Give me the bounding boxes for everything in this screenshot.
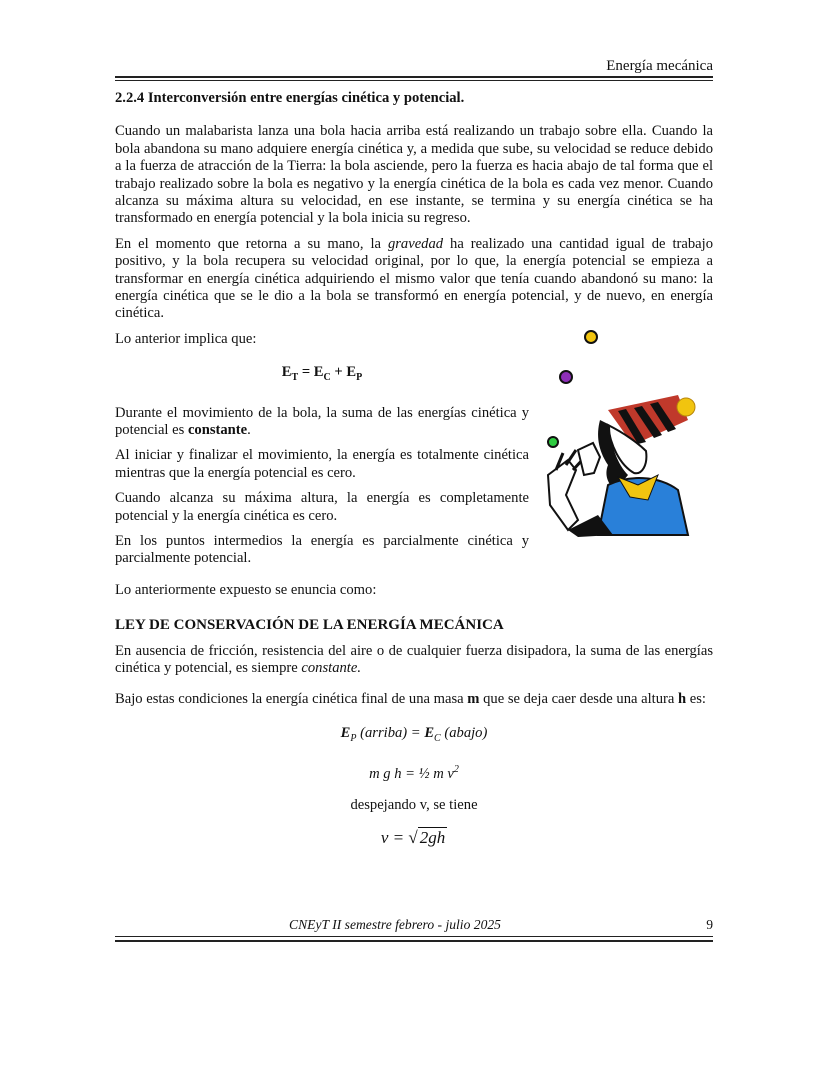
paragraph-4: Durante el movimiento de la bola, la suma de las energías cinética y potencial es constante. [115,404,529,438]
footer-rule-thick [115,940,713,942]
hat-pompom [677,398,695,416]
formula-energy-equality: $E_P$ (arriba) = $E_C$ (abajo) [340,724,488,744]
jester-left-hand [548,460,578,530]
paragraph-8: Lo anteriormente expuesto se enuncia como: [115,581,377,598]
paragraph-6: Cuando alcanza su máxima altura, la energía es completamente potencial y la energía cinética es cero. [115,490,529,524]
header-rule-thick [115,76,713,78]
yellow-ball [585,331,597,343]
law-title: LEY DE CONSERVACIÓN DE LA ENERGÍA MECÁNICA [115,617,504,634]
section-heading: 2.2.4 Interconversión entre energías cinética y potencial. [115,90,465,106]
paragraph-2: En el momento que retorna a su mano, la gravedad ha realizado una cantidad igual de trabajo positivo, y la bola recupera su velocidad original, por lo que, la energía potencial se empieza a transformar en energía cinética adquiriendo el mismo valor que tenía cuando abandonó su mano: la energía cinética que se le dio a la bola se transformó en energía potencial, y de nuevo, en energía cinética. [115,235,714,322]
juggler-illustration [538,325,703,540]
paragraph-1: Cuando un malabarista lanza una bola hacia arriba está realizando un trabajo sobre ella. Cuando la bola abandona su mano adquiere energía cinética y, a medida que sube, su velocidad se reduce debido a la fuerza de atracción de la Tierra: la bola asciende, pero la fuerza es hacia abajo de tal forma que el trabajo realizado sobre la bola es negativo y la energía cinética de la bola es cada vez menor. Cuando alcanza su máxima altura su velocidad, en ese instante, se termina y su energía cinética se ha transformado en energía potencial y la bola inicia su regreso. [115,123,713,227]
green-ball [548,437,558,447]
paragraph-9: En ausencia de fricción, resistencia del aire o de cualquier fuerza disipadora, la suma de las energías cinética y potencial, es siempre constante. [115,642,713,677]
formula-text: despejando v, se tiene [350,797,478,814]
energy-equation: $E_T = E_C + E_P$ [281,364,363,384]
formula-velocity: v = √ 2gh [380,827,446,847]
footer-text: CNEyT II semestre febrero - julio 2025 [289,917,501,932]
header-rule-thin [115,80,713,81]
purple-ball [560,371,572,383]
running-header: Energía mecánica [606,58,713,74]
footer-rule-thin [115,936,713,937]
jester-right-hand [578,443,600,475]
paragraph-7: En los puntos intermedios la energía es parcialmente cinética y parcialmente potencial. [115,533,529,567]
sqrt-symbol: √ [408,827,418,847]
formula-mgh: m g h = ½ m $v^2$ [369,764,459,783]
paragraph-10: Bajo estas condiciones la energía cinética final de una masa m que se deja caer desde una altura h es: [115,691,706,708]
paragraph-5: Al iniciar y finalizar el movimiento, la energía es totalmente cinética mientras que la energía potencial es cero. [115,447,529,481]
page-number: 9 [706,917,713,932]
paragraph-3: Lo anterior implica que: [115,330,257,347]
